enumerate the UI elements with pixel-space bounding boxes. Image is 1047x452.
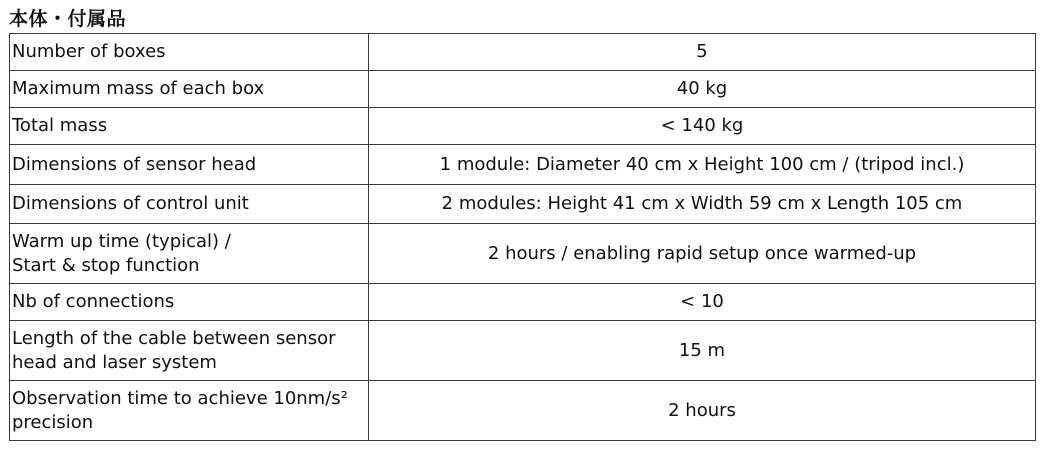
table-row [10, 284, 1036, 321]
row-value: 2 modules: Height 41 cm x Width 59 cm x Length 105 cm [369, 185, 1036, 224]
row-label [10, 185, 369, 224]
table-row [10, 108, 1036, 145]
row-label [10, 71, 369, 108]
row-value: 2 hours [369, 381, 1036, 441]
row-label [10, 321, 369, 381]
table-row [10, 145, 1036, 185]
row-label [10, 381, 369, 441]
row-value: < 140 kg [369, 108, 1036, 145]
table-row [10, 185, 1036, 224]
row-label-line: Dimensions of control unit [12, 193, 249, 214]
row-label-line: Start & stop function [12, 254, 200, 276]
row-label-line: head and laser system [12, 351, 217, 373]
spec-table [9, 33, 1036, 441]
row-value: 2 hours / enabling rapid setup once warmed-up [369, 224, 1036, 284]
table-row [10, 71, 1036, 108]
row-label [10, 145, 369, 185]
row-label [10, 284, 369, 321]
row-value: < 10 [369, 284, 1036, 321]
row-label-line: Observation time to achieve 10nm/s² [12, 387, 348, 409]
row-value: 5 [369, 34, 1036, 71]
row-value: 15 m [369, 321, 1036, 381]
row-value: 1 module: Diameter 40 cm x Height 100 cm / (tripod incl.) [369, 145, 1036, 185]
table-row [10, 381, 1036, 441]
table-row [10, 321, 1036, 381]
row-label [10, 224, 369, 284]
row-label-line: precision [12, 411, 94, 433]
table-row [10, 224, 1036, 284]
table-row [10, 34, 1036, 71]
row-value: 40 kg [369, 71, 1036, 108]
row-label-line: Number of boxes [12, 41, 166, 62]
row-label-line: Dimensions of sensor head [12, 153, 257, 175]
row-label-line: Length of the cable between sensor [12, 327, 336, 349]
row-label-line: Warm up time (typical) / [12, 230, 231, 252]
row-label [10, 34, 369, 71]
section-title: 本体・付属品 [9, 8, 127, 30]
row-label-line: Nb of connections [12, 291, 175, 312]
row-label-line: Total mass [12, 115, 108, 136]
row-label-line: Maximum mass of each box [12, 78, 265, 99]
row-label [10, 108, 369, 145]
